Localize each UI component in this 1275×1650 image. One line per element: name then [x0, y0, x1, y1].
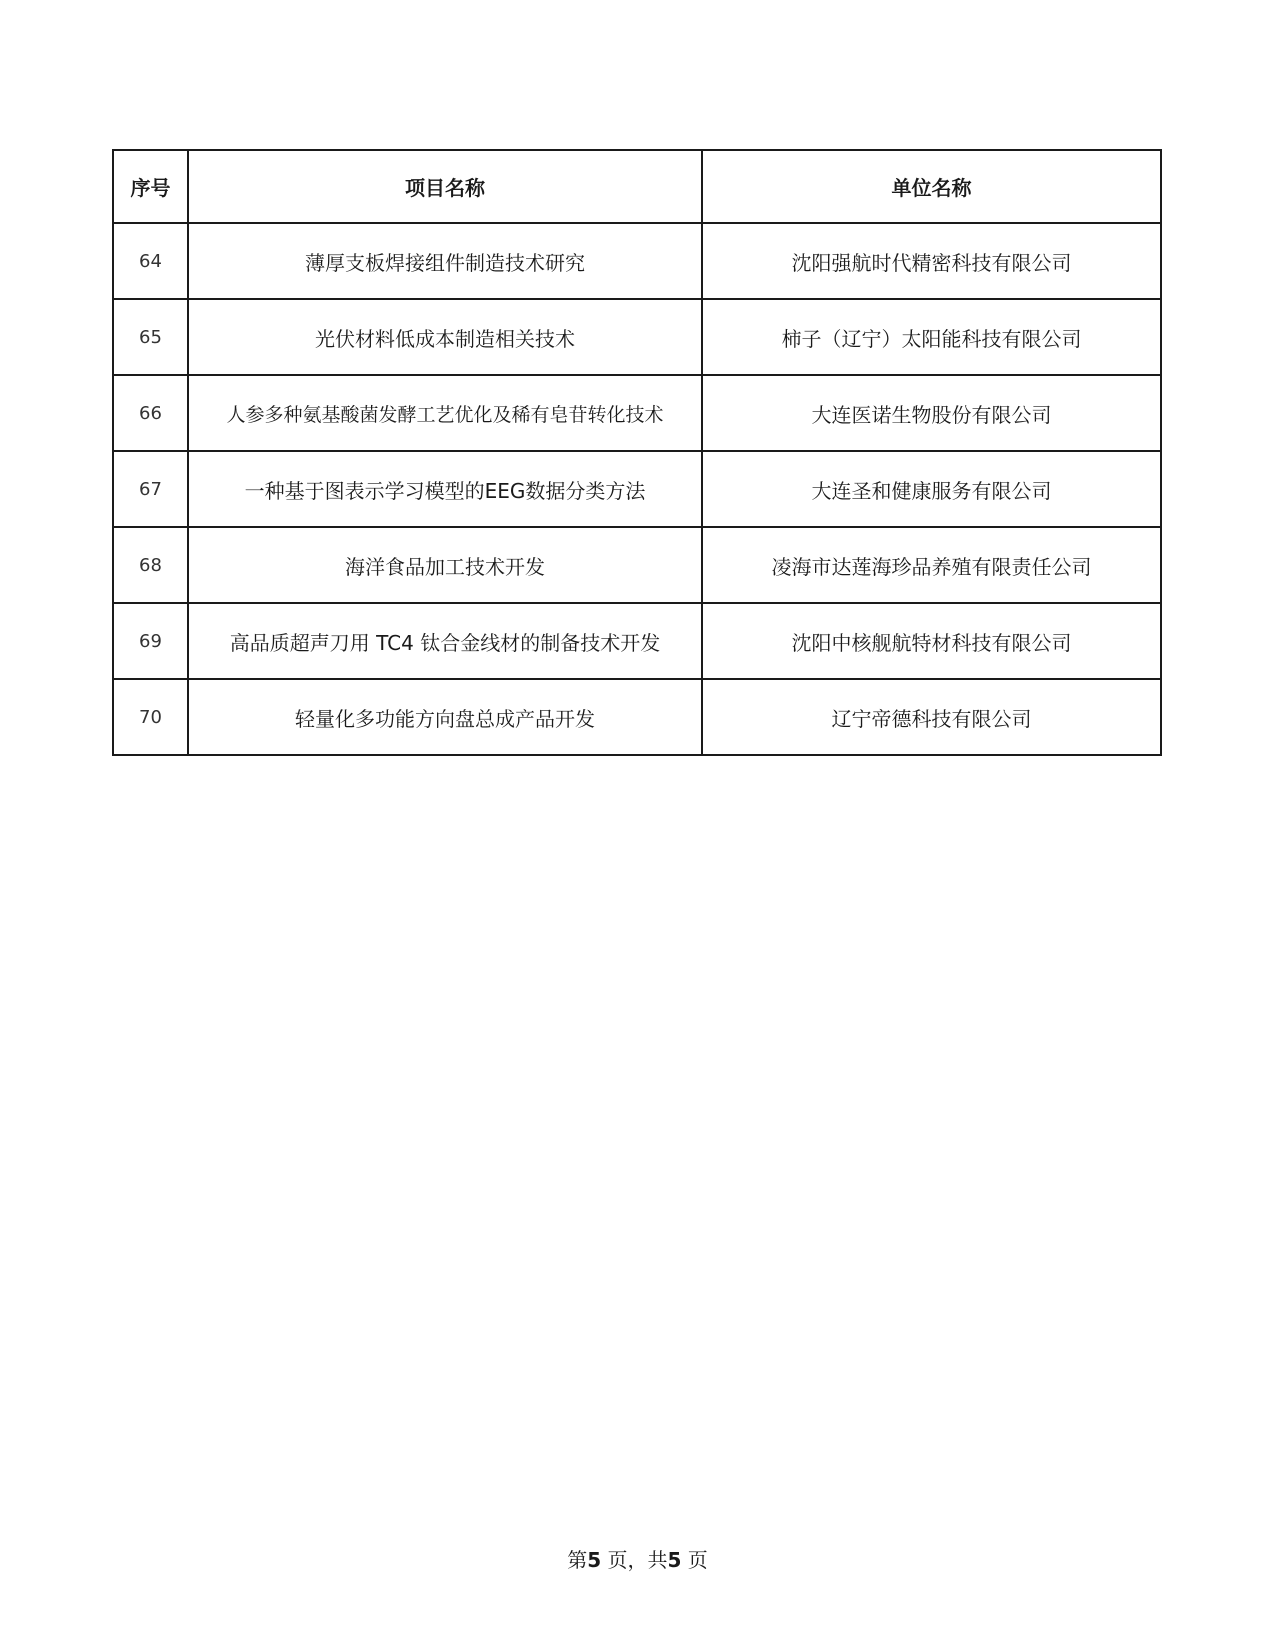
footer-middle: 页，共: [601, 1548, 668, 1572]
header-project-name: 项目名称: [188, 150, 702, 223]
header-unit-name: 单位名称: [702, 150, 1161, 223]
footer-current-page: 5: [587, 1548, 602, 1572]
table-row: [113, 299, 1161, 375]
row-serial-number: 64: [113, 223, 188, 299]
table-row: [113, 375, 1161, 451]
row-serial-number: 66: [113, 375, 188, 451]
row-project-name: 人参多种氨基酸菌发酵工艺优化及稀有皂苷转化技术: [188, 375, 702, 451]
row-unit-name: 沈阳强航时代精密科技有限公司: [702, 223, 1161, 299]
row-project-name: 光伏材料低成本制造相关技术: [188, 299, 702, 375]
row-project-name: 薄厚支板焊接组件制造技术研究: [188, 223, 702, 299]
table-row: [113, 527, 1161, 603]
table-row: [113, 679, 1161, 755]
header-serial-number: 序号: [113, 150, 188, 223]
table-header-row: [113, 150, 1161, 223]
row-unit-name: 柿子（辽宁）太阳能科技有限公司: [702, 299, 1161, 375]
row-unit-name: 大连医诺生物股份有限公司: [702, 375, 1161, 451]
row-serial-number: 67: [113, 451, 188, 527]
project-table: [112, 149, 1162, 756]
row-unit-name: 辽宁帝德科技有限公司: [702, 679, 1161, 755]
footer-total-pages: 5: [667, 1548, 682, 1572]
row-serial-number: 68: [113, 527, 188, 603]
row-project-name: 一种基于图表示学习模型的EEG数据分类方法: [188, 451, 702, 527]
footer-suffix: 页: [681, 1548, 708, 1572]
row-serial-number: 65: [113, 299, 188, 375]
table-row: [113, 451, 1161, 527]
row-project-name: 海洋食品加工技术开发: [188, 527, 702, 603]
row-serial-number: 69: [113, 603, 188, 679]
footer-prefix: 第: [567, 1548, 588, 1572]
row-unit-name: 沈阳中核舰航特材科技有限公司: [702, 603, 1161, 679]
row-unit-name: 凌海市达莲海珍品养殖有限责任公司: [702, 527, 1161, 603]
row-serial-number: 70: [113, 679, 188, 755]
row-project-name: 高品质超声刀用 TC4 钛合金线材的制备技术开发: [188, 603, 702, 679]
row-unit-name: 大连圣和健康服务有限公司: [702, 451, 1161, 527]
table-row: [113, 223, 1161, 299]
table-row: [113, 603, 1161, 679]
page-footer: [0, 1544, 1275, 1573]
row-project-name: 轻量化多功能方向盘总成产品开发: [188, 679, 702, 755]
